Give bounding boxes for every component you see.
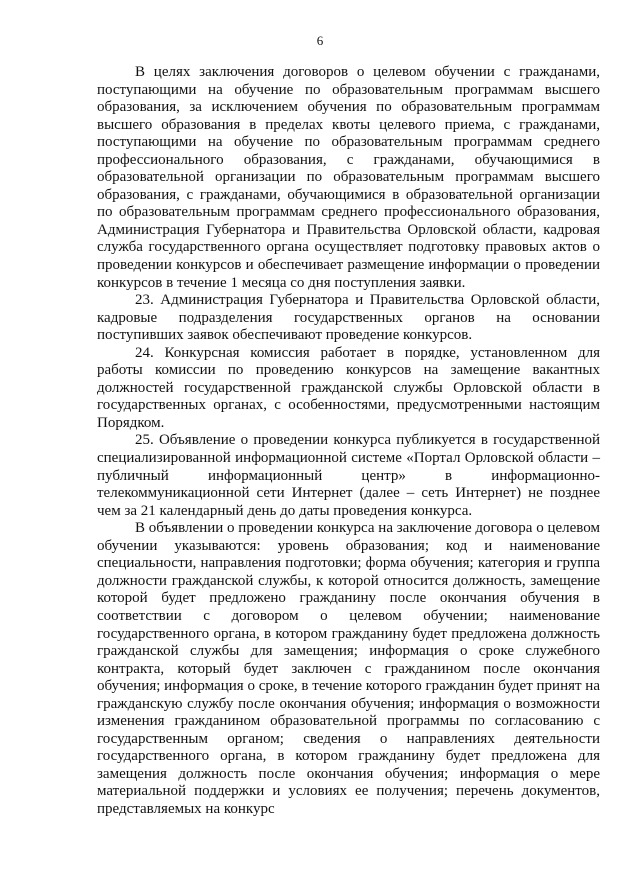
- paragraph-23: 23. Администрация Губернатора и Правительства Орловской области, кадровые подразделения государственных органов на основании поступивших заявок обеспечивают проведение конкурсов.: [97, 292, 600, 344]
- paragraph-25: 25. Объявление о проведении конкурса публикуется в государственной специализированной информационной системе «Портал Орловской области – публичный информационный центр» в информационно-телекоммуникационной сети Интернет (далее – сеть Интернет) не позднее чем за 21 календарный день до даты проведения конкурса.: [97, 432, 600, 519]
- paragraph-announcement-details: В объявлении о проведении конкурса на заключение договора о целевом обучении указываются: уровень образования; код и наименование специальности, направления подготовки; форма обучения; категория и группа должности гражданской службы, к которой относится должность, замещение которой будет предложено гражданину после окончания обучения в соответствии с договором о целевом обучении; наименование государственного органа, в котором гражданину будет предложена должность гражданской службы для замещения; информация о сроке служебного контракта, который будет заключен с гражданином после окончания обучения; информация о сроке, в течение которого гражданин будет принят на гражданскую службу после окончания обучения; информация о возможности изменения гражданином образовательной программы по согласованию с государственным органом; сведения о направлениях деятельности государственного органа, в котором гражданину будет предложена для замещения должность после окончания обучения; информация о мере материальной поддержки и условиях ее получения; перечень документов, представляемых на конкурс: [97, 520, 600, 817]
- page-number: 6: [316, 33, 324, 48]
- paragraph-24: 24. Конкурсная комиссия работает в порядке, установленном для работы комиссии по проведению конкурсов на замещение вакантных должностей государственной гражданской службы Орловской области в государственных органах, с особенностями, предусмотренными настоящим Порядком.: [97, 344, 600, 431]
- document-body: [97, 64, 600, 819]
- paragraph-intro: В целях заключения договоров о целевом обучении с гражданами, поступающими на обучение по образовательным программам высшего образования, за исключением обучения по образовательным программам высшего образования в пределах квоты целевого приема, с гражданами, поступающими на обучение по образовательным программам среднего профессионального образования, с гражданами, обучающимися в образовательной организации по образовательным программам высшего образования, с гражданами, обучающимися в образовательной организации по образовательным программам среднего профессионального образования, Администрация Губернатора и Правительства Орловской области, кадровая служба государственного органа осуществляет подготовку правовых актов о проведении конкурсов и обеспечивает размещение информации о проведении конкурсов в течение 1 месяца со дня поступления заявки.: [97, 64, 600, 291]
